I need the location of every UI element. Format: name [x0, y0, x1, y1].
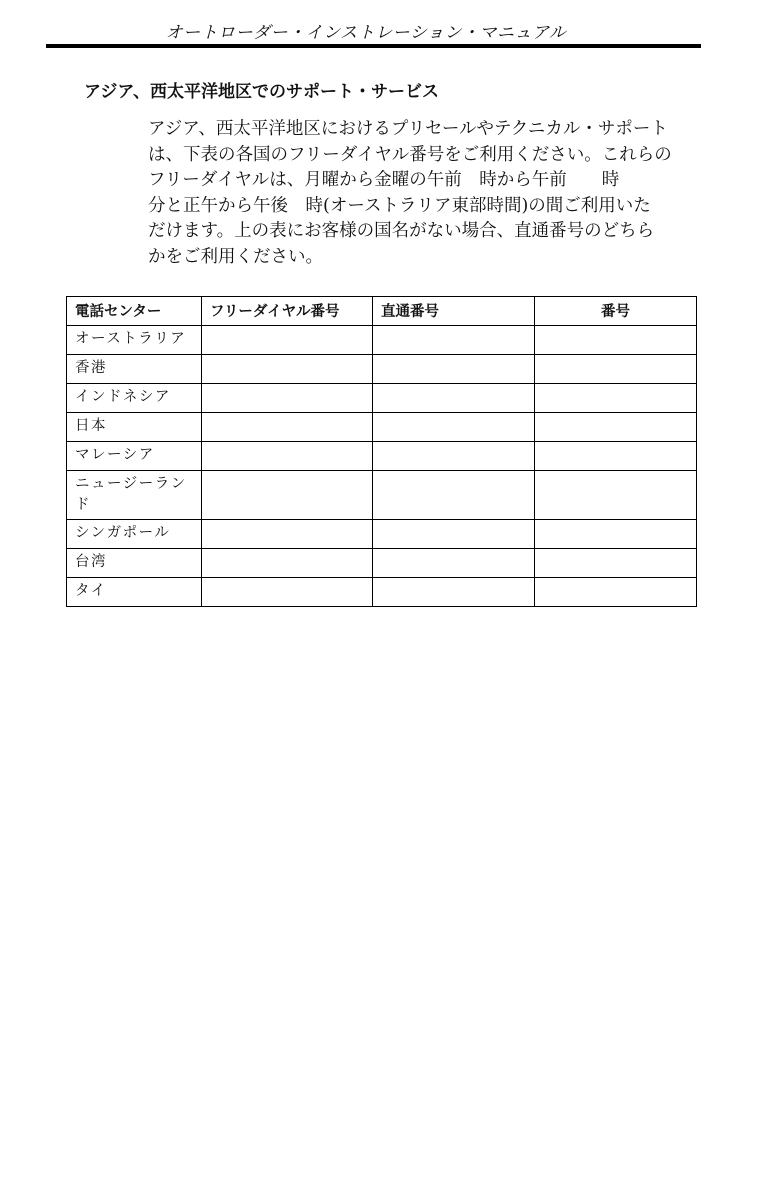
paragraph-line: は、下表の各国のフリーダイヤル番号をご利用ください。これらの — [148, 144, 672, 165]
support-phone-table — [66, 296, 697, 607]
header-direct: 直通番号 — [373, 297, 535, 326]
paragraph-line: フリーダイヤルは、月曜から金曜の午前 時から午前 時 — [148, 170, 620, 191]
country-cell: タイ — [67, 578, 202, 607]
number-cell — [535, 413, 697, 442]
direct-cell — [373, 413, 535, 442]
table-row — [67, 326, 697, 355]
direct-cell — [373, 578, 535, 607]
direct-cell — [373, 471, 535, 520]
running-header: オートローダー・インストレーション・マニュアル — [165, 23, 567, 43]
toll-free-cell — [202, 413, 373, 442]
paragraph-line: 分と正午から午後 時(オーストラリア東部時間)の間ご利用いた — [148, 195, 651, 216]
country-cell: オーストラリア — [67, 326, 202, 355]
country-cell: マレーシア — [67, 442, 202, 471]
table-row — [67, 413, 697, 442]
country-cell: 台湾 — [67, 549, 202, 578]
header-rule — [46, 44, 701, 48]
number-cell — [535, 326, 697, 355]
table-row — [67, 384, 697, 413]
toll-free-cell — [202, 520, 373, 549]
table-row — [67, 471, 697, 520]
toll-free-cell — [202, 326, 373, 355]
direct-cell — [373, 355, 535, 384]
paragraph-line: だけます。上の表にお客様の国名がない場合、直通番号のどちら — [148, 221, 655, 242]
number-cell — [535, 520, 697, 549]
toll-free-cell — [202, 442, 373, 471]
number-cell — [535, 578, 697, 607]
paragraph-line: アジア、西太平洋地区におけるプリセールやテクニカル・サポート — [148, 119, 668, 139]
number-cell — [535, 442, 697, 471]
direct-cell — [373, 549, 535, 578]
country-cell: シンガポール — [67, 520, 202, 549]
direct-cell — [373, 326, 535, 355]
table-row — [67, 549, 697, 578]
country-cell: 日本 — [67, 413, 202, 442]
header-number: 番号 — [535, 297, 697, 326]
table-row — [67, 578, 697, 607]
table-row — [67, 355, 697, 384]
toll-free-cell — [202, 355, 373, 384]
country-cell: インドネシア — [67, 384, 202, 413]
section-title: アジア、西太平洋地区でのサポート・サービス — [84, 82, 439, 102]
number-cell — [535, 549, 697, 578]
number-cell — [535, 355, 697, 384]
toll-free-cell — [202, 471, 373, 520]
header-call-center: 電話センター — [67, 297, 202, 326]
table-header-row — [67, 297, 697, 326]
toll-free-cell — [202, 384, 373, 413]
toll-free-cell — [202, 549, 373, 578]
direct-cell — [373, 520, 535, 549]
number-cell — [535, 384, 697, 413]
country-cell: ニュージーランド — [67, 471, 202, 520]
direct-cell — [373, 384, 535, 413]
body-paragraph — [148, 117, 696, 271]
number-cell — [535, 471, 697, 520]
table-row — [67, 520, 697, 549]
country-cell: 香港 — [67, 355, 202, 384]
toll-free-cell — [202, 578, 373, 607]
table-row — [67, 442, 697, 471]
header-toll-free: フリーダイヤル番号 — [202, 297, 373, 326]
paragraph-line: かをご利用ください。 — [148, 246, 323, 267]
direct-cell — [373, 442, 535, 471]
